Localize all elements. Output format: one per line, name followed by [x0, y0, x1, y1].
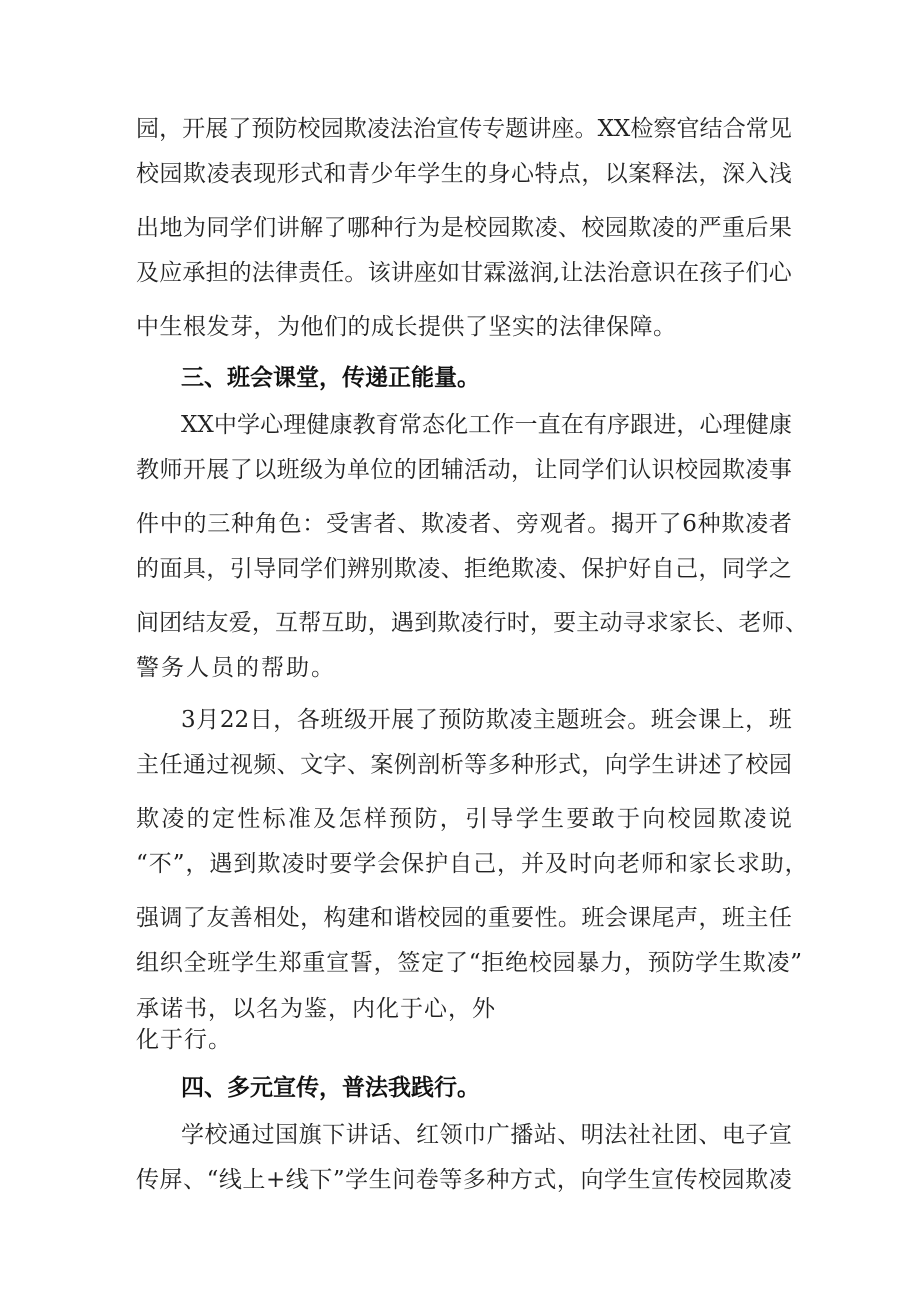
text-line: 化于行。 [136, 1027, 232, 1053]
text-line: 强 调 了 友 善 相 处 ， 构 建 和 谐 校 园 的 重 要 性 。 班 会 课 尾 声 ， 班 主 任 [136, 905, 792, 931]
text-line: 3 月 22 日 ， 各 班 级 开 展 了 预 防 欺 凌 主 题 班 会 。 班 会 课 上 ， 班 [181, 707, 792, 733]
text-line: 传 屏 、 “ 线 上 + 线 下 ” 学 生 问 卷 等 多 种 方 式 ， 向 学 生 宣 传 校 园 欺 凌 [136, 1167, 792, 1193]
text-line: 教 师 开 展 了 以 班 级 为 单 位 的 团 辅 活 动 ， 让 同 学 们 认 识 校 园 欺 凌 事 [136, 457, 792, 483]
text-line: “ 不 ” ， 遇 到 欺 凌 时 要 学 会 保 护 自 己 ， 并 及 时 向 老 师 和 家 长 求 助 ， [136, 851, 808, 877]
text-line: 间 团 结 友 爱 ， 互 帮 互 助 ， 遇 到 欺 凌 行 时 ， 要 主 动 寻 求 家 长 、 老 师 、 [136, 610, 808, 636]
text-line: 警务人员的帮助。 [136, 655, 336, 681]
text-line: 出 地 为 同 学 们 讲 解 了 哪 种 行 为 是 校 园 欺 凌 、 校 园 欺 凌 的 严 重 后 果 [136, 215, 792, 241]
text-line: 主 任 通 过 视 频 、 文 字 、 案 例 剖 析 等 多 种 形 式 ， 向 学 生 讲 述 了 校 园 [136, 752, 792, 778]
text-line: 学 校 通 过 国 旗 下 讲 话 、 红 领 巾 广 播 站 、 明 法 社 社 团 、 电 子 宣 [181, 1122, 792, 1148]
section-heading-4: 四、多元宣传，普法我践行。 [181, 1075, 480, 1101]
text-line: 中生根发芽，为他们的成长提供了坚实的法律保障。 [136, 314, 677, 340]
text-line: XX 中 学 心 理 健 康 教 育 常 态 化 工 作 一 直 在 有 序 跟 进 ， 心 理 健 康 [181, 412, 792, 438]
text-line: 件 中 的 三 种 角 色 ： 受 害 者 、 欺 凌 者 、 旁 观 者 。 揭 开 了 6 种 欺 凌 者 [136, 511, 792, 537]
text-line: 组 织 全 班 学 生 郑 重 宣 誓 ， 签 定 了 “ 拒 绝 校 园 暴 力 ， 预 防 学 生 欺 凌 ” [136, 950, 802, 976]
section-heading-3: 三、班会课堂，传递正能量。 [181, 365, 480, 391]
text-line: 的 面 具 ， 引 导 同 学 们 辨 别 欺 凌 、 拒 绝 欺 凌 、 保 护 好 自 己 ， 同 学 之 [136, 556, 792, 582]
text-line: 园 ， 开 展 了 预 防 校 园 欺 凌 法 治 宣 传 专 题 讲 座 。 XX 检 察 官 结 合 常 见 [136, 116, 792, 142]
text-line: 校 园 欺 凌 表 现 形 式 和 青 少 年 学 生 的 身 心 特 点 ， 以 案 释 法 ， 深 入 浅 [136, 161, 792, 187]
text-line: 欺 凌 的 定 性 标 准 及 怎 样 预 防 ， 引 导 学 生 要 敢 于 向 校 园 欺 凌 说 [136, 806, 792, 832]
text-line: 承诺书，以名为鉴，内化于心，外 [136, 996, 496, 1022]
text-line: 及 应 承 担 的 法 律 责 任 。 该 讲 座 如 甘 霖 滋 润 , 让 法 治 意 识 在 孩 子 们 心 [136, 260, 792, 286]
